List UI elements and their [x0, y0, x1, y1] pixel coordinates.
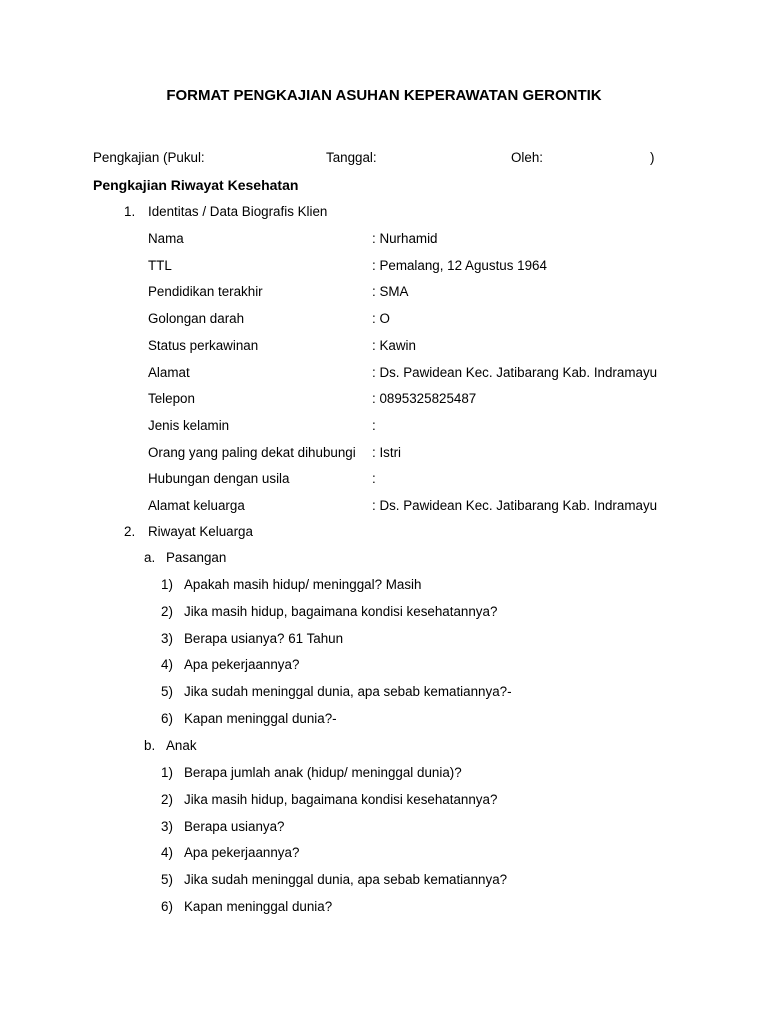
field-row — [0, 471, 768, 489]
subsection-title: Anak — [166, 738, 197, 753]
field-label: Golongan darah — [148, 311, 245, 327]
field-value: : Ds. Pawidean Kec. Jatibarang Kab. Indramayu — [372, 498, 658, 513]
list-item — [0, 899, 768, 917]
list-item — [0, 872, 768, 890]
section1-header — [0, 204, 768, 222]
field-value: : O — [372, 311, 390, 327]
list-item — [0, 631, 768, 649]
field-row — [0, 445, 768, 463]
field-value: : SMA — [372, 284, 409, 300]
list-item-text: Berapa jumlah anak (hidup/ meninggal dunia)? — [184, 765, 462, 780]
field-label: Alamat — [148, 364, 190, 380]
field-row — [0, 258, 768, 276]
list-item-number: 4) — [161, 657, 173, 673]
list-item-text: Jika masih hidup, bagaimana kondisi kesehatannya? — [184, 791, 498, 807]
subsection-letter: a. — [144, 550, 156, 565]
list-item-number: 3) — [161, 818, 173, 834]
field-value: : Pemalang, 12 Agustus 1964 — [372, 257, 547, 273]
meta-pengkajian-label: Pengkajian (Pukul: — [93, 150, 205, 165]
list-item-text: Kapan meninggal dunia? — [184, 899, 333, 914]
subsection-header — [0, 550, 768, 568]
list-item-text: Jika masih hidup, bagaimana kondisi kesehatannya? — [184, 603, 498, 619]
list-item — [0, 684, 768, 702]
list-item-text: Apa pekerjaannya? — [184, 845, 300, 861]
field-value: : 0895325825487 — [372, 391, 477, 407]
list-item-text: Kapan meninggal dunia?- — [184, 711, 337, 726]
field-label: Orang yang paling dekat dihubungi — [148, 444, 356, 460]
list-item-number: 6) — [161, 899, 173, 914]
list-item — [0, 819, 768, 837]
field-label: Status perkawinan — [148, 337, 259, 353]
subsection-title: Pasangan — [166, 550, 227, 565]
list-item-number: 2) — [161, 603, 173, 619]
list-item-number: 2) — [161, 791, 173, 807]
list-item — [0, 711, 768, 729]
list-item — [0, 765, 768, 783]
field-label: Pendidikan terakhir — [148, 284, 263, 300]
section-heading: Pengkajian Riwayat Kesehatan — [93, 177, 299, 193]
field-row — [0, 391, 768, 409]
field-label: Telepon — [148, 391, 195, 407]
field-row — [0, 311, 768, 329]
list-item-number: 3) — [161, 630, 173, 646]
meta-oleh-label: Oleh: — [511, 150, 544, 165]
field-row — [0, 284, 768, 302]
list-item-number: 5) — [161, 872, 173, 888]
list-item-text: Berapa usianya? 61 Tahun — [184, 630, 344, 646]
list-item-text: Berapa usianya? — [184, 818, 285, 834]
section1-title: Identitas / Data Biografis Klien — [148, 204, 328, 219]
list-item-text: Jika sudah meninggal dunia, apa sebab kematiannya? — [184, 872, 508, 888]
list-item — [0, 577, 768, 595]
field-row — [0, 365, 768, 383]
field-value: : Nurhamid — [372, 231, 438, 246]
field-label: Alamat keluarga — [148, 498, 245, 513]
field-value: : — [372, 417, 376, 433]
section2-title: Riwayat Keluarga — [148, 524, 253, 539]
list-item-number: 1) — [161, 577, 173, 592]
list-item — [0, 845, 768, 863]
list-item — [0, 604, 768, 622]
field-value: : Ds. Pawidean Kec. Jatibarang Kab. Indramayu — [372, 364, 658, 380]
list-item-number: 4) — [161, 845, 173, 861]
document-title: FORMAT PENGKAJIAN ASUHAN KEPERAWATAN GERONTIK — [166, 87, 602, 104]
field-label: Nama — [148, 231, 184, 246]
list-item-number: 6) — [161, 711, 173, 726]
list-item — [0, 657, 768, 675]
field-value: : Istri — [372, 444, 402, 460]
meta-tanggal-label: Tanggal: — [326, 150, 377, 165]
list-item-text: Jika sudah meninggal dunia, apa sebab kematiannya?- — [184, 684, 512, 700]
list-item-number: 1) — [161, 765, 173, 780]
list-item-number: 5) — [161, 684, 173, 700]
subsection-header — [0, 738, 768, 756]
subsection-letter: b. — [144, 738, 156, 753]
list-item — [0, 792, 768, 810]
field-value: : — [372, 471, 376, 487]
field-row — [0, 498, 768, 516]
field-row — [0, 231, 768, 249]
field-label: TTL — [148, 257, 172, 273]
field-row — [0, 338, 768, 356]
meta-close-paren: ) — [650, 150, 655, 165]
section1-number: 1. — [124, 204, 136, 219]
section2-header — [0, 524, 768, 542]
field-label: Hubungan dengan usila — [148, 471, 290, 487]
field-value: : Kawin — [372, 337, 416, 353]
section2-number: 2. — [124, 524, 136, 539]
list-item-text: Apa pekerjaannya? — [184, 657, 300, 673]
field-label: Jenis kelamin — [148, 417, 230, 433]
field-row — [0, 418, 768, 436]
list-item-text: Apakah masih hidup/ meninggal? Masih — [184, 577, 422, 592]
